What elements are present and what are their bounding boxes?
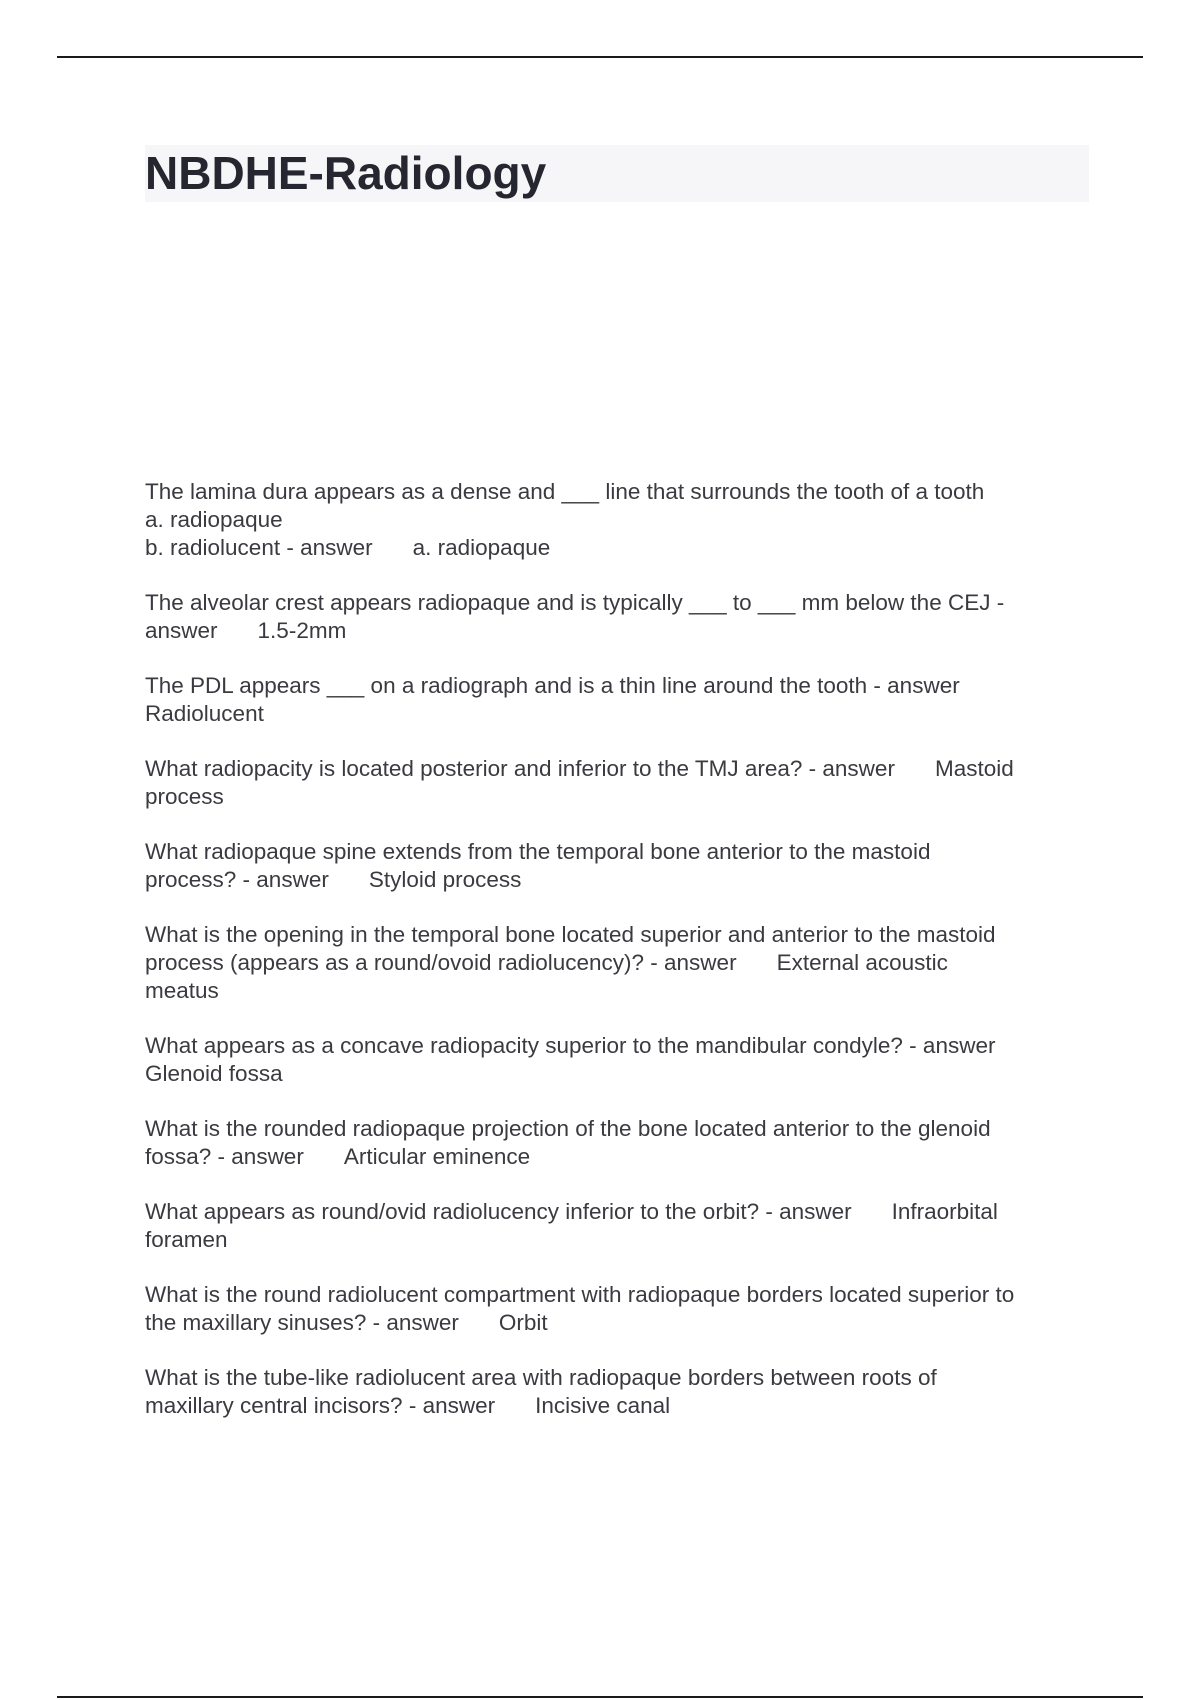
answer-continuation: foramen: [145, 1227, 228, 1252]
answer-line: [145, 866, 1085, 894]
question-line: The PDL appears ___ on a radiograph and is a thin line around the tooth - answer: [145, 673, 960, 698]
answer-text: a. radiopaque: [412, 535, 551, 560]
answer-text: External acoustic: [776, 950, 948, 975]
question-text: What appears as round/ovid radiolucency inferior to the orbit? - answer: [145, 1199, 852, 1224]
question-line: What radiopaque spine extends from the temporal bone anterior to the mastoid: [145, 839, 931, 864]
question-text: process? - answer: [145, 867, 329, 892]
question-line: a. radiopaque: [145, 507, 283, 532]
answer-text: Styloid process: [368, 867, 522, 892]
question-text: answer: [145, 618, 218, 643]
answer-line: [145, 617, 1085, 645]
qa-item: [145, 755, 1085, 811]
answer-line: [145, 534, 1085, 562]
answer-text: Articular eminence: [343, 1144, 531, 1169]
qa-item: [145, 921, 1085, 1005]
question-text: process (appears as a round/ovoid radiolucency)? - answer: [145, 950, 737, 975]
qa-item: [145, 1032, 1085, 1088]
answer-text: Infraorbital: [891, 1199, 998, 1224]
qa-item: [145, 1364, 1085, 1420]
question-text: What radiopacity is located posterior and inferior to the TMJ area? - answer: [145, 756, 895, 781]
qa-item: [145, 838, 1085, 894]
answer-text: Incisive canal: [535, 1393, 671, 1418]
answer-line: [145, 1143, 1085, 1171]
question-text: maxillary central incisors? - answer: [145, 1393, 496, 1418]
question-text: fossa? - answer: [145, 1144, 304, 1169]
document-title: NBDHE-Radiology: [145, 147, 547, 199]
qa-item: [145, 1115, 1085, 1171]
answer-text: Mastoid: [934, 756, 1014, 781]
qa-item: [145, 1198, 1085, 1254]
answer-text: 1.5-2mm: [257, 618, 347, 643]
question-line: What appears as a concave radiopacity superior to the mandibular condyle? - answer: [145, 1033, 996, 1058]
qa-list: [145, 478, 1085, 1447]
answer-line: [145, 755, 1085, 783]
question-line: The lamina dura appears as a dense and ___ line that surrounds the tooth of a tooth: [145, 479, 985, 504]
qa-item: [145, 672, 1085, 728]
header-rule: [57, 56, 1143, 58]
answer-line: [145, 1198, 1085, 1226]
answer-line: [145, 1060, 1085, 1088]
question-text: the maxillary sinuses? - answer: [145, 1310, 459, 1335]
answer-line: [145, 1309, 1085, 1337]
answer-line: [145, 700, 1085, 728]
footer-rule: [57, 1696, 1143, 1698]
question-line: What is the tube-like radiolucent area with radiopaque borders between roots of: [145, 1365, 937, 1390]
answer-continuation: process: [145, 784, 224, 809]
question-line: The alveolar crest appears radiopaque and is typically ___ to ___ mm below the CEJ -: [145, 590, 1005, 615]
answer-text: Orbit: [498, 1310, 548, 1335]
answer-line: [145, 1392, 1085, 1420]
answer-continuation: meatus: [145, 978, 219, 1003]
answer-text: Glenoid fossa: [145, 1061, 283, 1086]
question-line: What is the round radiolucent compartment with radiopaque borders located superior to: [145, 1282, 1015, 1307]
question-line: What is the opening in the temporal bone located superior and anterior to the mastoid: [145, 922, 996, 947]
qa-item: [145, 1281, 1085, 1337]
answer-line: [145, 949, 1085, 977]
answer-text: Radiolucent: [145, 701, 264, 726]
qa-item: [145, 478, 1085, 562]
question-text: b. radiolucent - answer: [145, 535, 373, 560]
qa-item: [145, 589, 1085, 645]
question-line: What is the rounded radiopaque projection of the bone located anterior to the glenoid: [145, 1116, 991, 1141]
